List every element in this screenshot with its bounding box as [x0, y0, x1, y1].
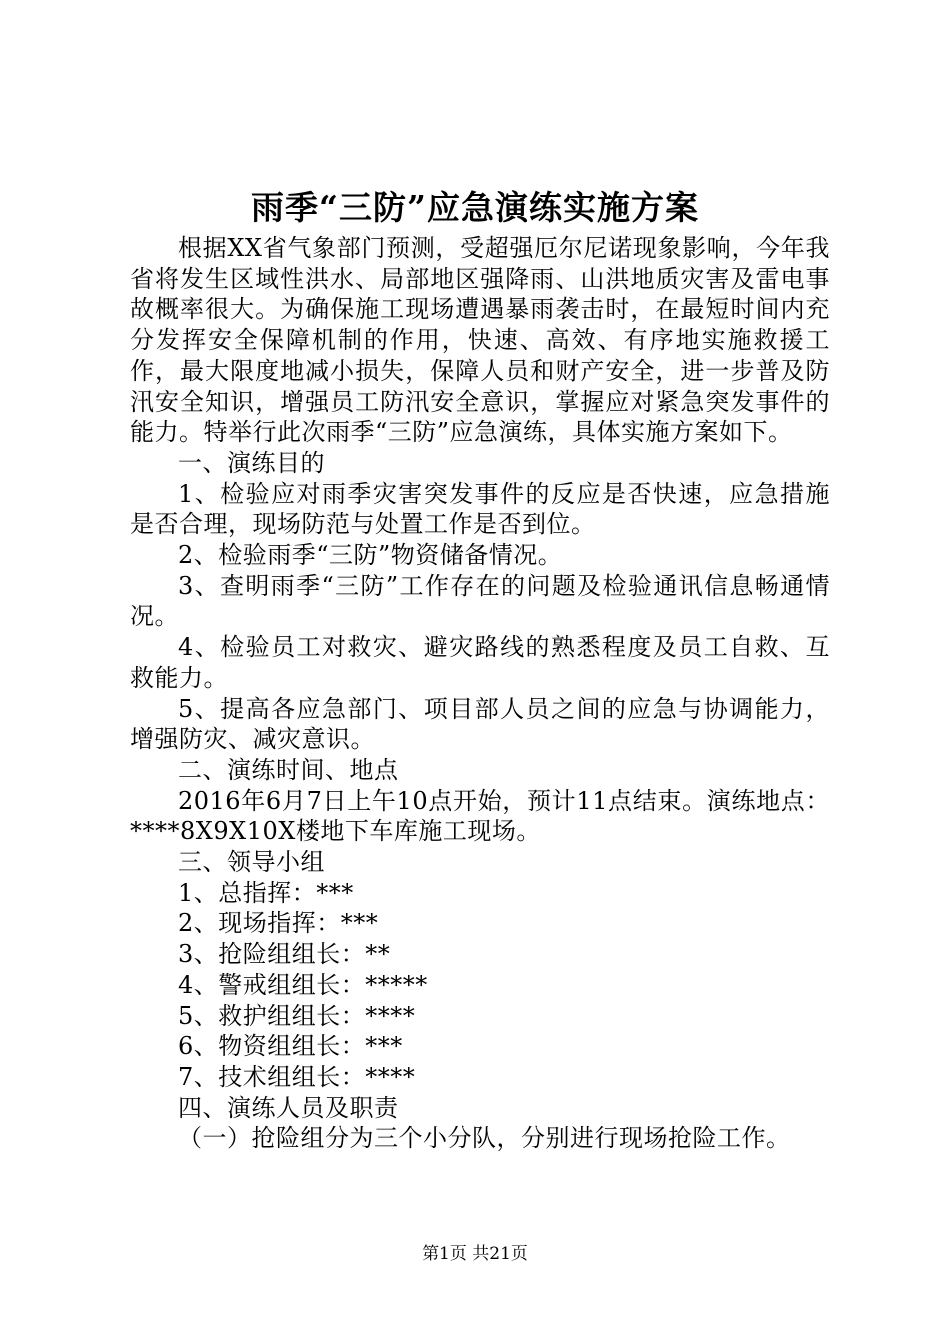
paragraph-intro: 根据XX省气象部门预测，受超强厄尔尼诺现象影响，今年我省将发生区域性洪水、局部地区强降雨、山洪地质灾害及雷电事故概率很大。为确保施工现场遭遇暴雨袭击时，在最短时间内充分发挥安全保障机制的作用，快速、高效、有序地实施救援工作，最大限度地减小损失，保障人员和财产安全，进一步普及防汛安全知识，增强员工防汛安全意识，掌握应对紧急突发事件的能力。特举行此次雨季“三防”应急演练，具体实施方案如下。: [130, 234, 830, 447]
leader-rescue-team: 3、抢险组组长：**: [178, 940, 391, 969]
paragraph-time-location: 2016年6月7日上午10点开始，预计11点结束。演练地点：****8X9X10X楼地下车库施工现场。: [130, 786, 830, 846]
leader-guard-team: 4、警戒组组长：*****: [178, 970, 428, 999]
paragraph-purpose-4: 4、检验员工对救灾、避灾路线的熟悉程度及员工自救、互救能力。: [130, 633, 830, 692]
leader-technical-team: 7、技术组组长：****: [178, 1062, 416, 1091]
paragraph-rescue-squads: （一）抢险组分为三个小分队，分别进行现场抢险工作。: [178, 1124, 791, 1153]
page-footer: 第1页 共21页: [422, 1244, 528, 1264]
paragraph-purpose-1: 1、检验应对雨季灾害突发事件的反应是否快速，应急措施是否合理，现场防范与处置工作是否到位。: [130, 479, 830, 539]
leader-commander: 1、总指挥：***: [178, 878, 354, 907]
heading-leadership-group: 三、领导小组: [178, 848, 325, 877]
leader-medical-team: 5、救护组组长：****: [178, 1001, 416, 1030]
paragraph-purpose-5: 5、提高各应急部门、项目部人员之间的应急与协调能力，增强防灾、减灾意识。: [130, 694, 830, 754]
paragraph-purpose-2: 2、检验雨季“三防”物资储备情况。: [178, 541, 563, 570]
document-body: [130, 233, 830, 1154]
heading-drill-purpose: 一、演练目的: [178, 448, 325, 477]
heading-time-location: 二、演练时间、地点: [178, 755, 399, 784]
leader-site-commander: 2、现场指挥：***: [178, 909, 379, 938]
heading-personnel-duties: 四、演练人员及职责: [178, 1093, 399, 1122]
paragraph-purpose-3: 3、查明雨季“三防”工作存在的问题及检验通讯信息畅通情况。: [130, 571, 830, 631]
document-title: 雨季“三防”应急演练实施方案: [251, 188, 699, 227]
leader-supplies-team: 6、物资组组长：***: [178, 1032, 403, 1061]
